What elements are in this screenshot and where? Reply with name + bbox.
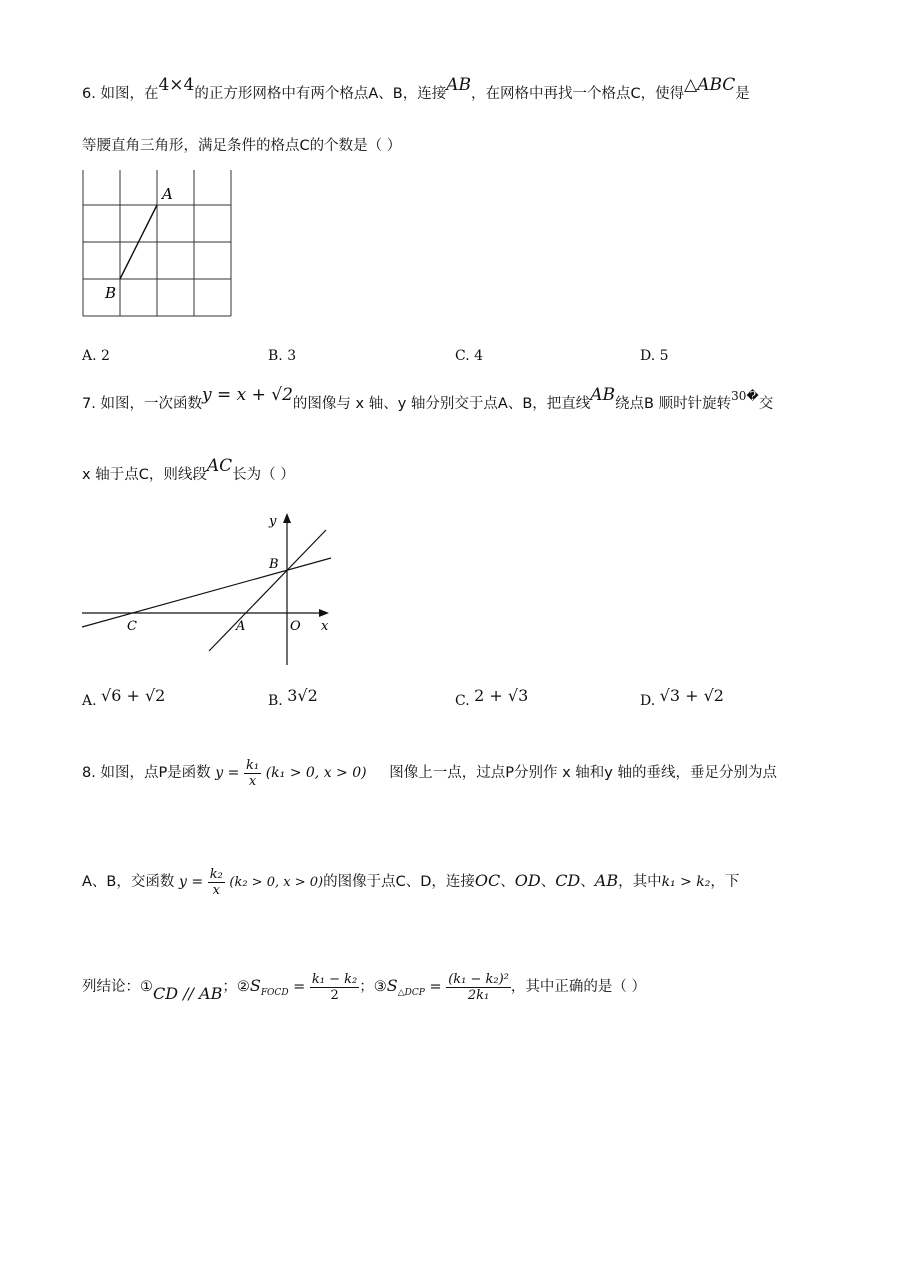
q6-choice-c: C. 4 — [455, 348, 484, 364]
q6-math-grid: 4×4 — [158, 75, 195, 95]
q6-text-1: 6. 如图，在 — [82, 86, 159, 102]
q6-text-3: ，在网格中再找一个格点C，使得 — [471, 86, 685, 102]
q7-math-function: y = x + √2 — [201, 385, 293, 405]
q8-text-4: 的图像于点C、D，连接 — [323, 874, 475, 890]
q8-y-equals-2: y = — [178, 874, 204, 890]
q8-condition-2: (k₂ > 0, x > 0) — [229, 875, 324, 890]
q7-line-ab — [209, 530, 326, 651]
q7-y-arrow — [283, 513, 291, 523]
q8-fraction-k1 — [244, 758, 261, 789]
q7-x-arrow — [319, 609, 329, 617]
q6-line2: 等腰直角三角形，满足条件的格点C的个数是（ ） — [82, 138, 402, 154]
q7-math-ab: AB — [590, 385, 616, 405]
q6-math-ab: AB — [446, 75, 471, 95]
q8-sep-3: 、 — [580, 874, 595, 890]
q6-text-2: 的正方形网格中有两个格点A、B，连接 — [194, 86, 447, 102]
q7-line-bc — [82, 558, 331, 627]
q8-equals-1: = — [293, 979, 306, 995]
q8-equals-2: = — [429, 979, 442, 995]
q8-condition-1: (k₁ > 0, x > 0) — [265, 765, 367, 781]
q8-line1 — [82, 756, 777, 790]
q8-area-sub-2: △DCP — [397, 988, 425, 998]
q7-choice-d-prefix: D. — [640, 693, 656, 709]
q8-fraction-area-1 — [310, 972, 359, 1003]
q7-choice-c-prefix: C. — [455, 693, 470, 709]
q7-choice-c-value: 2 + √3 — [474, 686, 529, 705]
q8-fraction-area-2-den: 2k₁ — [467, 987, 490, 1003]
q7-label-a: A — [236, 619, 246, 634]
q8-fraction-area-1-den: 2 — [330, 987, 339, 1003]
q6-choice-b: B. 3 — [268, 348, 297, 364]
q8-conclusion-1: CD // AB — [153, 984, 223, 1003]
q8-text-2: 图像上一点，过点P分别作 x 轴和y 轴的垂线，垂足分别为点 — [389, 765, 777, 781]
q8-fraction-area-2-num: (k₁ − k₂)² — [448, 971, 509, 987]
q7-choice-d-value: √3 + √2 — [659, 686, 724, 705]
q8-line3 — [82, 966, 646, 1009]
q7-choice-c — [455, 686, 529, 709]
q8-fraction-area-2 — [446, 972, 511, 1003]
q8-fraction-area-1-num: k₁ − k₂ — [311, 971, 358, 987]
q7-choice-a-prefix: A. — [82, 693, 97, 709]
q8-line2 — [82, 864, 739, 900]
q8-math-od: OD — [514, 871, 541, 890]
q8-sep-1: 、 — [500, 874, 515, 890]
q8-math-ab: AB — [594, 871, 619, 890]
q8-area-label-1: S — [249, 976, 261, 995]
q7-math-angle: 30� — [731, 389, 759, 403]
q7-label-b: B — [269, 557, 279, 572]
q8-text-1: 8. 如图，点P是函数 — [82, 765, 211, 781]
q7-label-o: O — [290, 619, 301, 634]
q8-math-k-compare: k₁ > k₂ — [661, 874, 711, 890]
q7-text-6: 长为（ ） — [232, 467, 295, 483]
q7-label-x: x — [321, 619, 329, 634]
q6-math-triangle: △ABC — [684, 75, 736, 95]
q8-text-7: 列结论：① — [82, 979, 153, 995]
q7-choice-b-prefix: B. — [268, 693, 283, 709]
q6-label-a: A — [162, 185, 173, 203]
q8-fraction-k2 — [208, 867, 225, 898]
q8-math-cd: CD — [555, 871, 581, 890]
q7-line1 — [82, 385, 774, 415]
q7-choice-d — [640, 686, 724, 709]
q6-line1 — [82, 75, 750, 105]
q7-text-3: 绕点B 顺时针旋转 — [615, 396, 732, 412]
q8-area-label-2: S — [386, 976, 398, 995]
q7-text-1: 7. 如图，一次函数 — [82, 396, 202, 412]
q7-line2 — [82, 456, 295, 486]
q7-math-ac: AC — [206, 456, 233, 476]
q8-text-10: ，其中正确的是（ ） — [510, 979, 647, 995]
q7-label-c: C — [127, 619, 137, 634]
q8-area-sub-1: FOCD — [260, 988, 289, 998]
q6-grid-figure — [76, 165, 246, 325]
q8-fraction-k1-num: k₁ — [246, 757, 260, 773]
q8-text-8: ；② — [222, 979, 250, 995]
q8-text-6: ，下 — [710, 874, 740, 890]
q6-choice-a: A. 2 — [82, 348, 110, 364]
q8-text-9: ；③ — [359, 979, 387, 995]
q8-math-oc: OC — [474, 871, 501, 890]
q8-sep-2: 、 — [540, 874, 556, 890]
q7-choice-a — [82, 686, 166, 709]
q8-text-3: A、B，交函数 — [82, 874, 175, 890]
q8-text-5: ，其中 — [618, 874, 662, 890]
q8-fraction-k2-den: x — [212, 882, 220, 898]
q7-choice-b-value: 3√2 — [287, 686, 318, 705]
q7-text-5: x 轴于点C，则线段 — [82, 467, 207, 483]
q8-y-equals-1: y = — [215, 765, 240, 781]
q6-label-b: B — [105, 284, 117, 302]
q8-fraction-k1-den: x — [248, 773, 257, 789]
q8-fraction-k2-num: k₂ — [209, 866, 223, 882]
q7-text-2: 的图像与 x 轴、y 轴分别交于点A、B，把直线 — [292, 396, 591, 412]
q7-choice-b — [268, 686, 318, 709]
q7-text-4: 交 — [758, 396, 774, 412]
q6-text-4: 是 — [735, 86, 750, 102]
q6-choice-d: D. 5 — [640, 348, 669, 364]
q7-choice-a-value: √6 + √2 — [101, 686, 166, 705]
q7-graph-figure — [76, 508, 346, 670]
q7-label-y: y — [269, 514, 277, 529]
